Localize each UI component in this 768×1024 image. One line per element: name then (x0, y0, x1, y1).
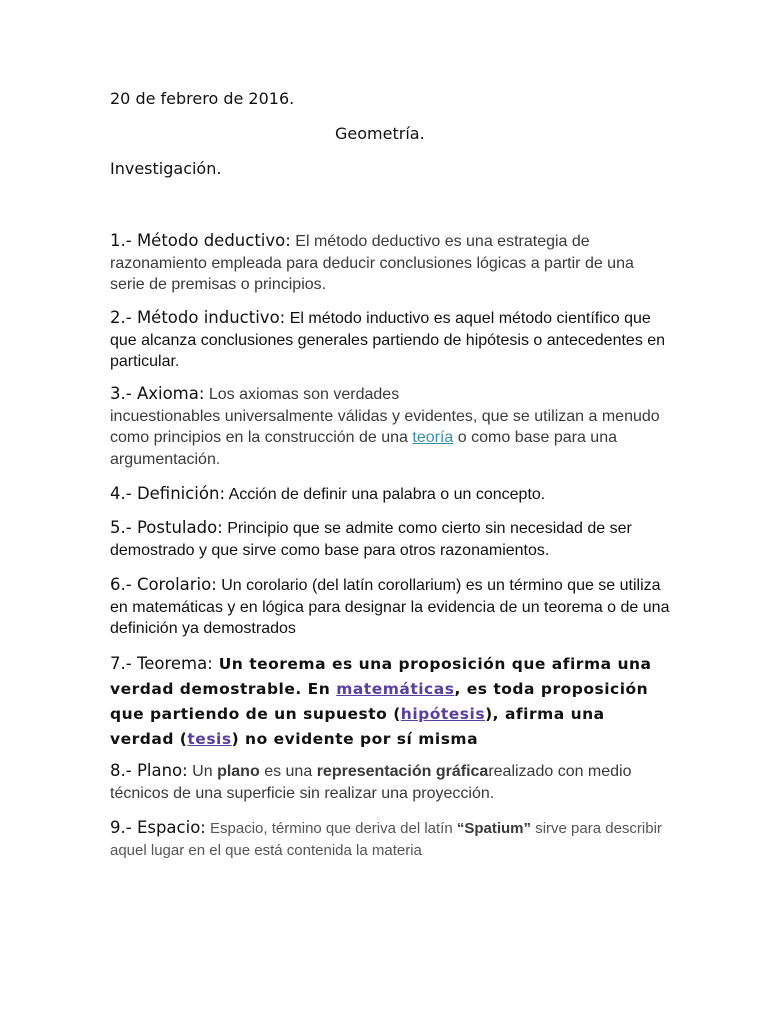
definition-bold: “Spatium” (456, 820, 532, 837)
definition-term: 4.- Definición: (110, 484, 226, 503)
definition-item-teorema (110, 651, 670, 752)
definition-term: 3.- Axioma: (110, 384, 205, 403)
definition-text: ), afirma una verdad ( (110, 705, 605, 748)
definition-term: 6.- Corolario: (110, 575, 217, 594)
definition-text: o como base para una argumentación (110, 429, 617, 468)
definition-item-axioma (110, 383, 670, 470)
definition-text: Un (192, 763, 213, 780)
tesis-link[interactable]: tesis (187, 730, 232, 748)
definition-text: El método inductivo es aquel método científico que que alcanza conclusiones generales partiendo de hipótesis o antecedentes en particular (110, 310, 666, 370)
definition-end: . (544, 541, 550, 559)
definition-term: 2.- Método inductivo: (110, 308, 286, 327)
definition-end: . (174, 353, 180, 370)
definition-text: Espacio, término que deriva del latín (210, 820, 453, 837)
definition-text: ) no evidente por sí misma (231, 730, 479, 748)
definition-term: 5.- Postulado: (110, 518, 223, 537)
definition-bold: plano (217, 763, 260, 780)
definition-item-postulado (110, 517, 670, 561)
definition-term: 8.- Plano: (110, 761, 188, 780)
definition-text: Los axiomas son verdades (208, 386, 400, 403)
document-section-title: Investigación. (110, 159, 222, 178)
definition-end: . (215, 450, 221, 468)
definition-text: , es toda proposición que partiendo de un supuesto ( (110, 680, 649, 723)
definition-text: realizado con medio técnicos de una superficie sin realizar una proyección. (110, 763, 632, 802)
definition-item-definicion (110, 483, 670, 506)
definition-term: 7.- Teorema: (110, 654, 213, 673)
definition-item-metodo-inductivo (110, 307, 670, 373)
definition-text: El método deductivo es una estrategia de razonamiento empleada para deducir conclusiones lógicas a partir de una serie de premisas o principios (110, 233, 634, 293)
document-date: 20 de febrero de 2016. (110, 89, 295, 108)
definition-item-espacio (110, 817, 670, 861)
matematicas-link[interactable]: matemáticas (336, 680, 455, 698)
definition-text: Un corolario (del latín corollarium) es un término que se utiliza en matemáticas y en lógica para designar la evidencia de un teorema o de una definición ya demostrados (110, 577, 670, 637)
definition-text: es una (264, 763, 313, 780)
definition-text: Un teorema es una proposición que afirma una verdad demostrable. En (110, 655, 652, 698)
definition-item-metodo-deductivo (110, 230, 670, 296)
definition-text: sirve para describir aquel lugar en el que está contenida la materia (110, 820, 662, 859)
definition-term: 9.- Espacio: (110, 818, 206, 837)
definition-text: Acción de definir una palabra o un concepto. (228, 486, 546, 503)
document-subject: Geometría. (335, 124, 425, 143)
definition-term: 1.- Método deductivo: (110, 231, 291, 250)
definition-item-plano (110, 760, 670, 804)
definition-text: Principio que se admite como cierto sin necesidad de ser demostrado y que sirve como base para otros razonamientos (110, 520, 632, 559)
teoria-link[interactable]: teoría (412, 429, 454, 446)
definition-end: . (321, 276, 327, 293)
hipotesis-link[interactable]: hipótesis (400, 705, 486, 723)
definition-item-corolario (110, 574, 670, 640)
definition-bold: representación gráfica (316, 763, 489, 780)
definition-text: incuestionables universalmente válidas y evidentes, que se utilizan a menudo como principios en la construcción de una (110, 407, 660, 446)
